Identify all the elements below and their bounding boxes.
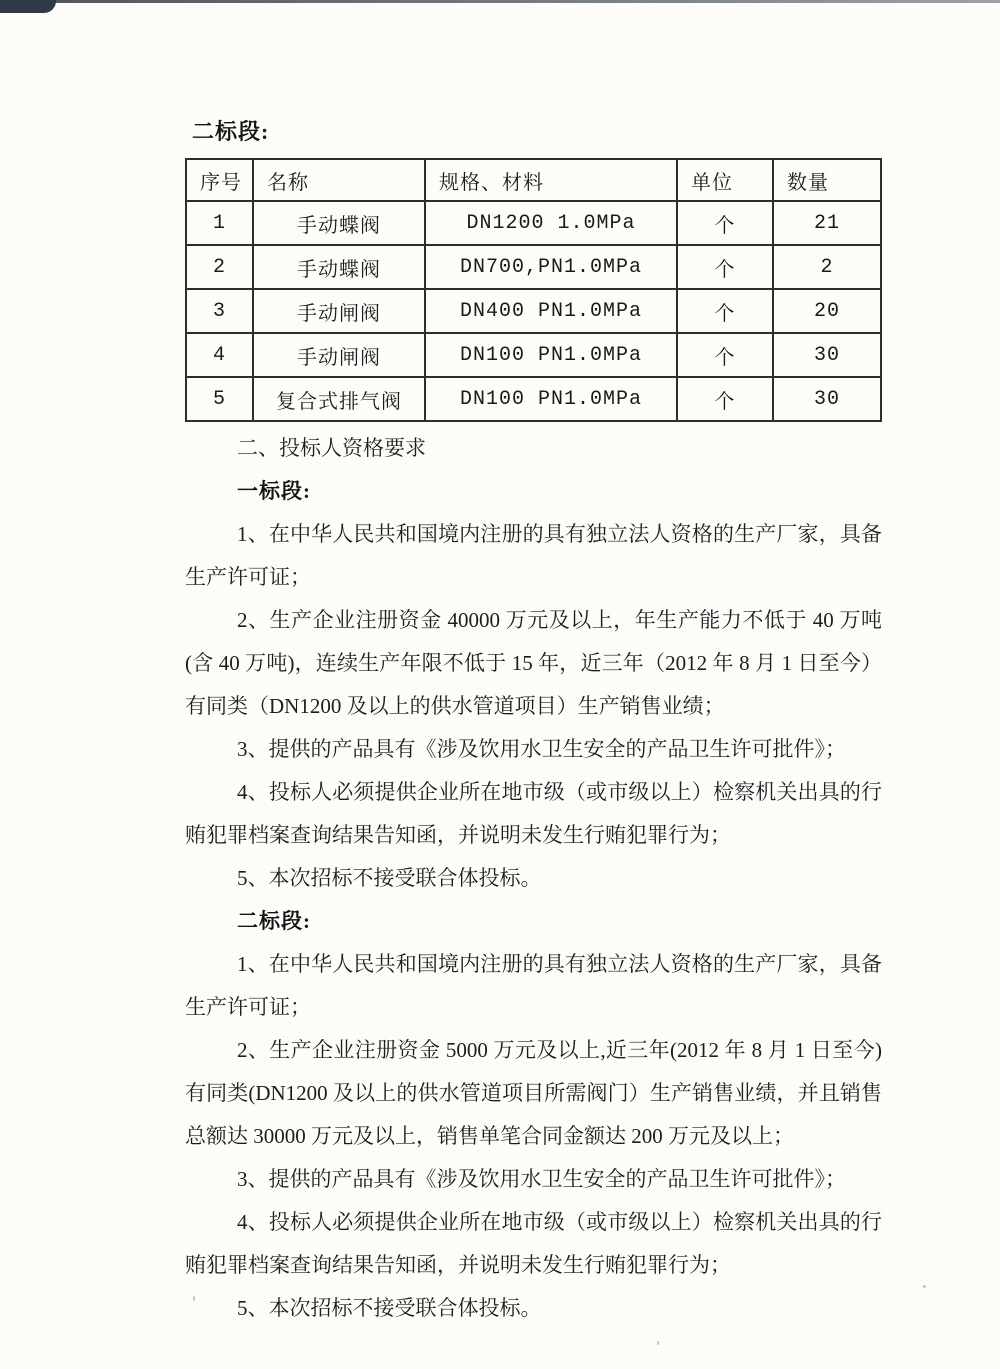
- requirement-item: 1、在中华人民共和国境内注册的具有独立法人资格的生产厂家，具备生产许可证；: [185, 952, 882, 1019]
- cell-unit: 个: [677, 245, 773, 289]
- bid1-title: 一标段:: [237, 479, 311, 503]
- table-row: [186, 245, 881, 289]
- table-row: [186, 289, 881, 333]
- requirement-item: 4、投标人必须提供企业所在地市级（或市级以上）检察机关出具的行贿犯罪档案查询结果告知函，并说明未发生行贿犯罪行为；: [185, 780, 882, 847]
- cell-qty: 30: [773, 377, 881, 421]
- cell-no: 2: [186, 245, 253, 289]
- page-content: [185, 120, 882, 1330]
- cell-no: 3: [186, 289, 253, 333]
- cell-unit: 个: [677, 201, 773, 245]
- cell-name: 手动蝶阀: [253, 201, 425, 245]
- col-header-unit: 单位: [677, 159, 773, 201]
- cell-spec: DN400 PN1.0MPa: [425, 289, 677, 333]
- table-row: [186, 201, 881, 245]
- table-header-row: [186, 159, 881, 201]
- requirement-item: 3、提供的产品具有《涉及饮用水卫生安全的产品卫生许可批件》；: [237, 1167, 846, 1191]
- requirement-item: 3、提供的产品具有《涉及饮用水卫生安全的产品卫生许可批件》；: [237, 737, 846, 761]
- requirements-heading: 二、投标人资格要求: [237, 436, 426, 460]
- cell-spec: DN100 PN1.0MPa: [425, 333, 677, 377]
- table-section-title: 二标段:: [192, 119, 270, 144]
- cell-unit: 个: [677, 377, 773, 421]
- col-header-qty: 数量: [773, 159, 881, 201]
- table-row: [186, 333, 881, 377]
- scan-speck: [923, 1285, 926, 1288]
- cell-spec: DN100 PN1.0MPa: [425, 377, 677, 421]
- cell-no: 4: [186, 333, 253, 377]
- requirement-item: 2、生产企业注册资金 5000 万元及以上,近三年(2012 年 8 月 1 日至今)有同类(DN1200 及以上的供水管道项目所需阀门）生产销售业绩，并且销售总额达 30000 万元及以上，销售单笔合同金额达 200 万元及以上；: [185, 1038, 882, 1148]
- cell-name: 手动蝶阀: [253, 245, 425, 289]
- items-table: [185, 158, 882, 422]
- cell-name: 复合式排气阀: [253, 377, 425, 421]
- requirement-item: 2、生产企业注册资金 40000 万元及以上，年生产能力不低于 40 万吨(含 40 万吨)，连续生产年限不低于 15 年，近三年（2012 年 8 月 1 日至今）有同类（DN1200 及以上的供水管道项目）生产销售业绩；: [185, 608, 882, 718]
- requirements-section: [185, 427, 882, 1330]
- cell-spec: DN1200 1.0MPa: [425, 201, 677, 245]
- table-row: [186, 377, 881, 421]
- scan-artifact-corner: [0, 0, 56, 13]
- cell-unit: 个: [677, 289, 773, 333]
- col-header-spec: 规格、材料: [425, 159, 677, 201]
- requirement-item: 1、在中华人民共和国境内注册的具有独立法人资格的生产厂家，具备生产许可证；: [185, 522, 882, 589]
- scan-speck: [657, 1341, 659, 1345]
- bid2-title: 二标段:: [237, 909, 311, 933]
- requirement-item: 5、本次招标不接受联合体投标。: [237, 866, 542, 890]
- cell-no: 5: [186, 377, 253, 421]
- requirement-item: 4、投标人必须提供企业所在地市级（或市级以上）检察机关出具的行贿犯罪档案查询结果告知函，并说明未发生行贿犯罪行为；: [185, 1210, 882, 1277]
- cell-qty: 2: [773, 245, 881, 289]
- cell-qty: 20: [773, 289, 881, 333]
- cell-no: 1: [186, 201, 253, 245]
- cell-spec: DN700,PN1.0MPa: [425, 245, 677, 289]
- scan-artifact-topline: [0, 0, 1000, 3]
- cell-qty: 30: [773, 333, 881, 377]
- cell-name: 手动闸阀: [253, 289, 425, 333]
- cell-unit: 个: [677, 333, 773, 377]
- cell-name: 手动闸阀: [253, 333, 425, 377]
- col-header-name: 名称: [253, 159, 425, 201]
- cell-qty: 21: [773, 201, 881, 245]
- col-header-no: 序号: [186, 159, 253, 201]
- requirement-item: 5、本次招标不接受联合体投标。: [237, 1296, 542, 1320]
